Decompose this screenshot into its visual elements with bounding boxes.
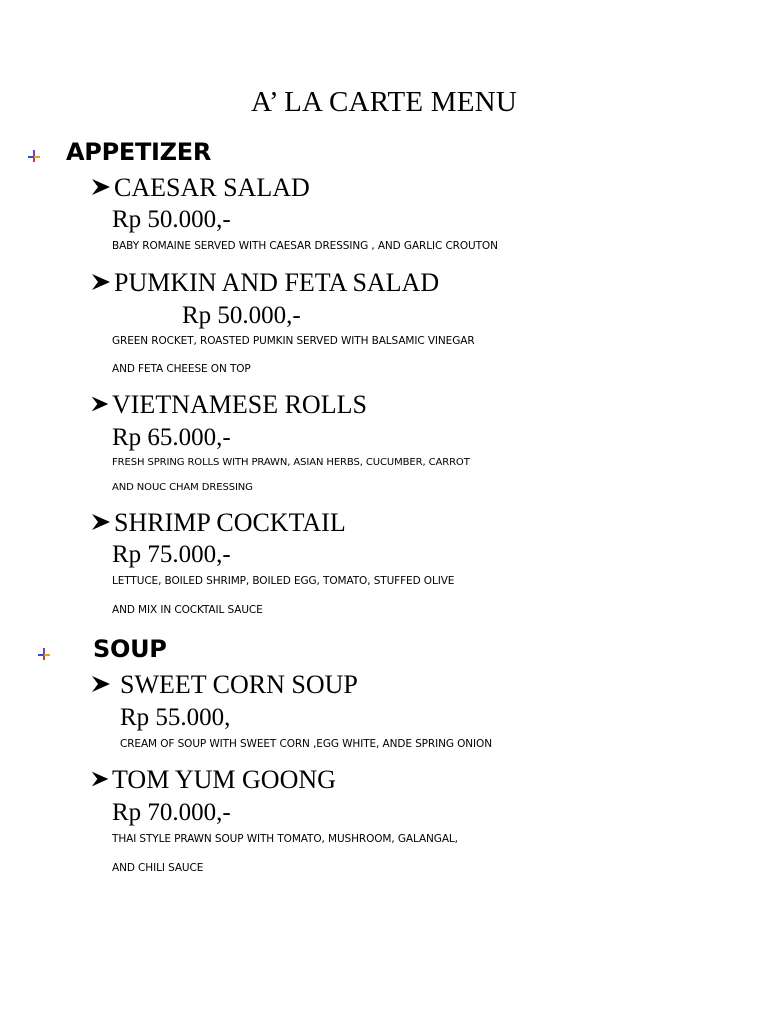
item-price: Rp 65.000,-	[112, 424, 231, 451]
menu-item-name	[90, 268, 439, 298]
item-name-text: TOM YUM GOONG	[112, 765, 336, 794]
item-name-text: CAESAR SALAD	[114, 173, 310, 202]
item-description-line: AND MIX IN COCKTAIL SAUCE	[112, 604, 263, 616]
item-description-line: AND NOUC CHAM DRESSING	[112, 482, 253, 493]
arrow-bullet-icon	[90, 394, 112, 414]
item-description-line: AND FETA CHEESE ON TOP	[112, 363, 251, 375]
item-price: Rp 55.000,	[120, 704, 231, 731]
item-price: Rp 50.000,-	[112, 206, 231, 233]
section-bullet-icon	[28, 150, 40, 162]
item-name-text: SWEET CORN SOUP	[120, 670, 358, 699]
section-heading-appetizer: APPETIZER	[66, 138, 212, 166]
item-name-text: PUMKIN AND FETA SALAD	[114, 268, 440, 297]
item-description-line: LETTUCE, BOILED SHRIMP, BOILED EGG, TOMATO, STUFFED OLIVE	[112, 575, 455, 587]
item-description-line: BABY ROMAINE SERVED WITH CAESAR DRESSING , AND GARLIC CROUTON	[112, 240, 498, 252]
section-heading-soup: SOUP	[93, 635, 167, 663]
arrow-bullet-icon	[90, 272, 114, 292]
arrow-bullet-icon	[90, 512, 114, 532]
item-price: Rp 50.000,-	[182, 302, 301, 329]
menu-title: A’ LA CARTE MENU	[251, 86, 517, 118]
item-description-line: CREAM OF SOUP WITH SWEET CORN ,EGG WHITE, ANDE SPRING ONION	[120, 738, 492, 750]
item-name-text: VIETNAMESE ROLLS	[112, 390, 367, 419]
item-name-text: SHRIMP COCKTAIL	[114, 508, 346, 537]
item-description-line: THAI STYLE PRAWN SOUP WITH TOMATO, MUSHROOM, GALANGAL,	[112, 833, 458, 845]
item-description-line: AND CHILI SAUCE	[112, 862, 204, 874]
item-description-line: GREEN ROCKET, ROASTED PUMKIN SERVED WITH BALSAMIC VINEGAR	[112, 335, 475, 347]
arrow-bullet-icon	[90, 674, 120, 694]
item-description-line: FRESH SPRING ROLLS WITH PRAWN, ASIAN HERBS, CUCUMBER, CARROT	[112, 457, 470, 468]
menu-item-name	[90, 173, 310, 203]
section-bullet-icon	[38, 648, 50, 660]
arrow-bullet-icon	[90, 177, 114, 197]
menu-item-name	[90, 670, 358, 700]
item-price: Rp 75.000,-	[112, 541, 231, 568]
menu-item-name	[90, 508, 346, 538]
item-price: Rp 70.000,-	[112, 799, 231, 826]
arrow-bullet-icon	[90, 769, 112, 789]
menu-item-name	[90, 390, 367, 420]
menu-item-name	[90, 765, 336, 795]
